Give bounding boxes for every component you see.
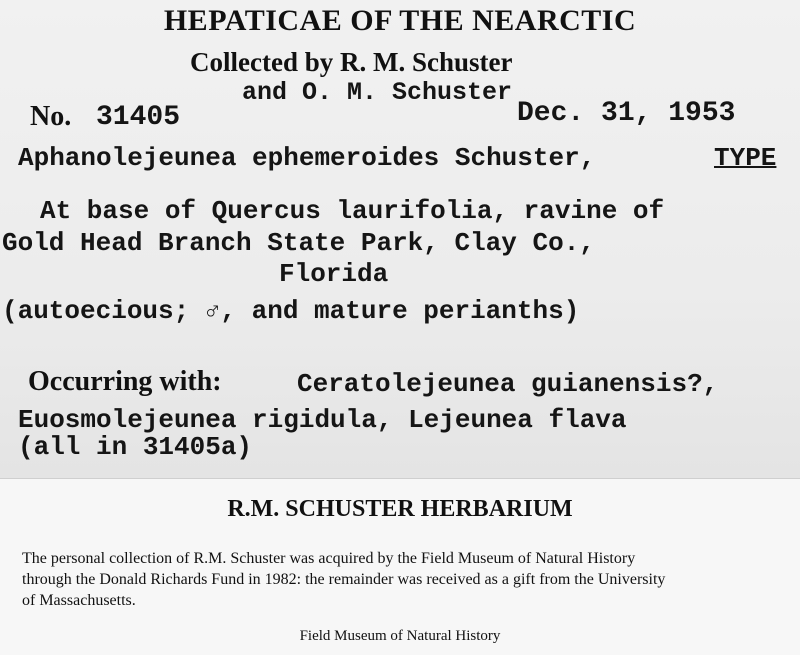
number-label: No. — [30, 101, 72, 132]
locality-line: At base of Quercus laurifolia, ravine of — [40, 196, 665, 226]
associate-species-line: Ceratolejeunea guianensis?, — [297, 369, 719, 399]
herbarium-description-line: of Massachusetts. — [22, 592, 136, 609]
herbarium-title: R.M. SCHUSTER HERBARIUM — [227, 496, 573, 522]
second-collector-line: and O. M. Schuster — [242, 78, 513, 107]
collection-number: 31405 — [96, 102, 181, 133]
occurring-with-label: Occurring with: — [28, 366, 222, 397]
type-designation: TYPE — [714, 143, 777, 173]
associate-species-line: (all in 31405a) — [18, 432, 253, 462]
locality-line: Florida — [279, 259, 389, 289]
collected-by-line: Collected by R. M. Schuster — [190, 47, 513, 77]
herbarium-description-line: through the Donald Richards Fund in 1982: the remainder was received as a gift from the University — [22, 571, 666, 588]
sexuality-note: (autoecious; ♂, and mature perianths) — [2, 296, 580, 326]
herbarium-description-line: The personal collection of R.M. Schuster was acquired by the Field Museum of Natural History — [22, 550, 636, 567]
locality-line: Gold Head Branch State Park, Clay Co., — [2, 228, 595, 258]
species-name: Aphanolejeunea ephemeroides Schuster, — [18, 143, 596, 173]
associate-species-line: Euosmolejeunea rigidula, Lejeunea flava — [18, 405, 627, 435]
collection-date: Dec. 31, 1953 — [517, 98, 736, 129]
institution-name: Field Museum of Natural History — [299, 628, 501, 644]
label-header-title: HEPATICAE OF THE NEARCTIC — [163, 4, 637, 37]
